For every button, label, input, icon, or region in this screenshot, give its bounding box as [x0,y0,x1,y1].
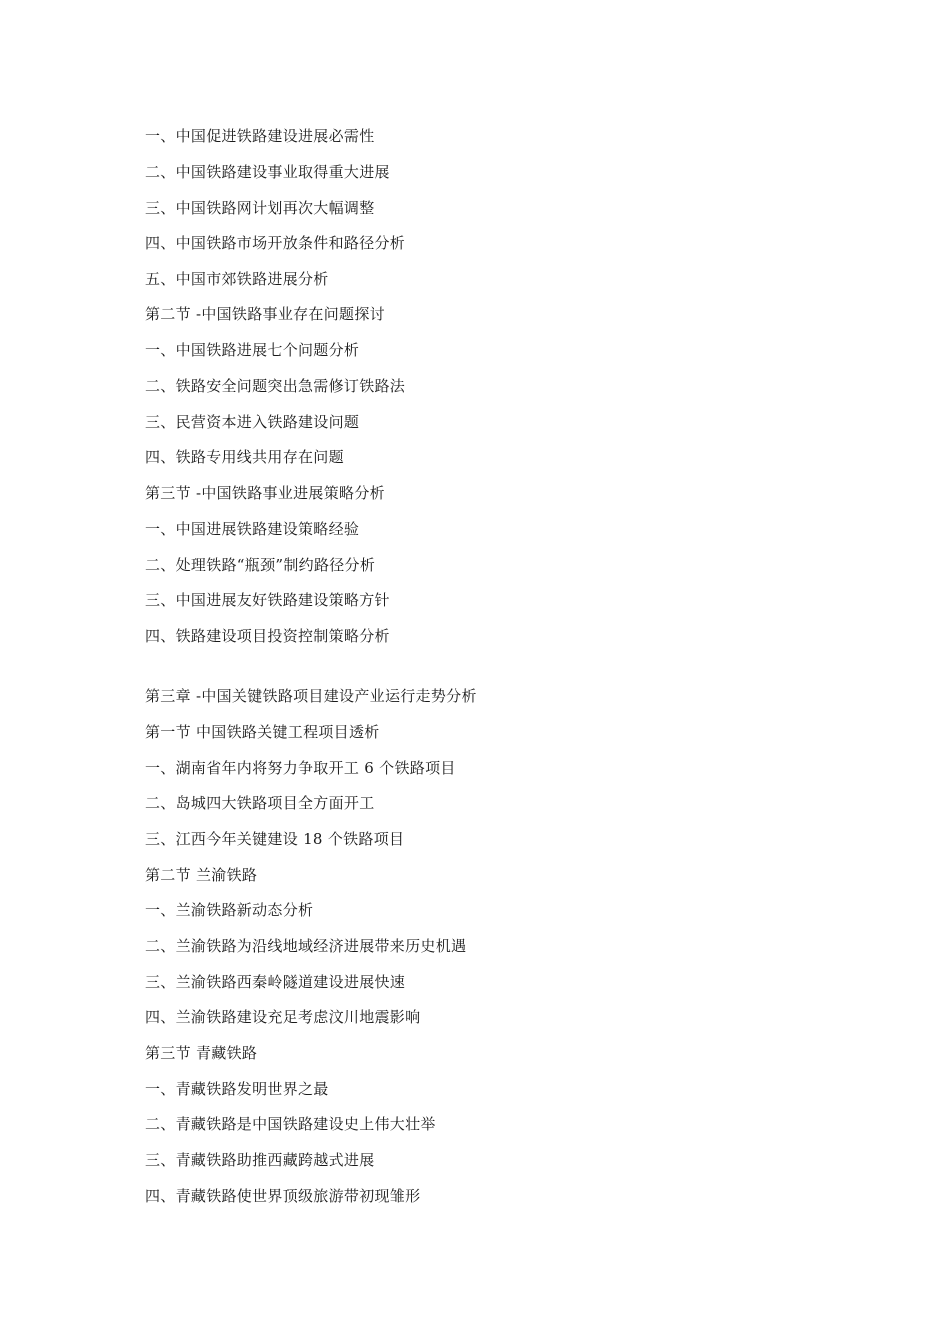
toc-item: 二、岛城四大铁路项目全方面开工 [145,794,375,812]
toc-item: 四、青藏铁路使世界顶级旅游带初现雏形 [145,1187,421,1205]
toc-item: 一、青藏铁路发明世界之最 [145,1080,329,1098]
toc-item: 一、中国铁路进展七个问题分析 [145,341,360,359]
toc-item: 三、民营资本进入铁路建设问题 [145,413,360,431]
toc-section-heading: 第二节 -中国铁路事业存在问题探讨 [145,305,385,323]
toc-item: 五、中国市郊铁路进展分析 [145,270,329,288]
toc-item: 一、兰渝铁路新动态分析 [145,901,314,919]
toc-item: 三、兰渝铁路西秦岭隧道建设进展快速 [145,973,406,991]
toc-item: 三、中国进展友好铁路建设策略方针 [145,591,390,609]
toc-item: 二、青藏铁路是中国铁路建设史上伟大壮举 [145,1115,436,1133]
toc-item: 四、铁路建设项目投资控制策略分析 [145,627,390,645]
toc-item: 二、铁路安全问题突出急需修订铁路法 [145,377,406,395]
toc-item: 四、兰渝铁路建设充足考虑汶川地震影响 [145,1008,421,1026]
toc-item: 四、铁路专用线共用存在问题 [145,448,344,466]
toc-item: 一、中国进展铁路建设策略经验 [145,520,360,538]
toc-chapter-heading: 第三章 -中国关键铁路项目建设产业运行走势分析 [145,687,477,705]
toc-section-heading: 第二节 兰渝铁路 [145,866,258,884]
toc-item: 三、江西今年关键建设 18 个铁路项目 [145,830,405,848]
toc-item: 四、中国铁路市场开放条件和路径分析 [145,234,406,252]
toc-section-heading: 第三节 青藏铁路 [145,1044,258,1062]
toc-section-heading: 第一节 中国铁路关键工程项目透析 [145,723,380,741]
toc-item: 二、兰渝铁路为沿线地域经济进展带来历史机遇 [145,937,467,955]
toc-item: 一、中国促进铁路建设进展必需性 [145,127,375,145]
toc-item: 三、中国铁路网计划再次大幅调整 [145,199,375,217]
toc-section-heading: 第三节 -中国铁路事业进展策略分析 [145,484,385,502]
toc-item: 二、中国铁路建设事业取得重大进展 [145,163,390,181]
toc-item: 二、处理铁路“瓶颈”制约路径分析 [145,556,376,574]
toc-item: 三、青藏铁路助推西藏跨越式进展 [145,1151,375,1169]
toc-item: 一、湖南省年内将努力争取开工 6 个铁路项目 [145,759,456,777]
